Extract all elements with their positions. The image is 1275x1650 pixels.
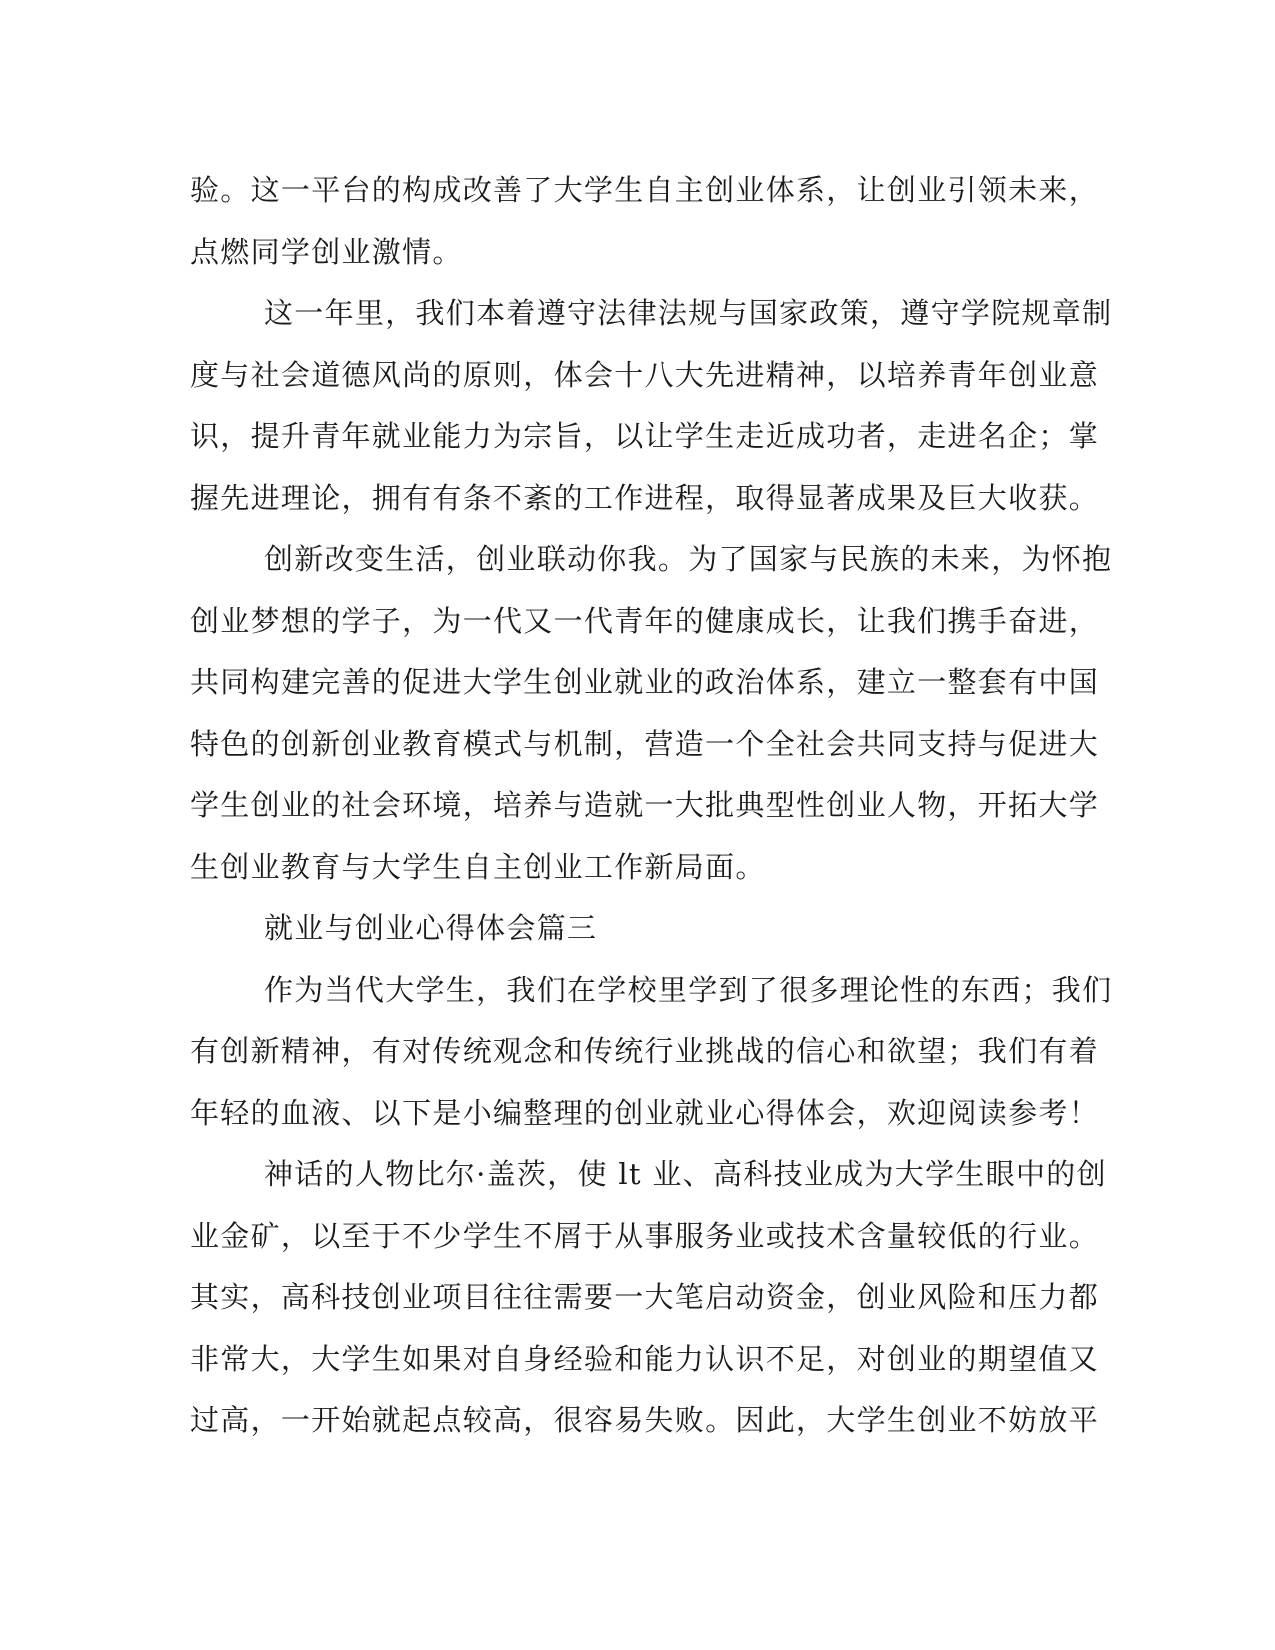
paragraph-line: 过高，一开始就起点较高，很容易失败。因此，大学生创业不妨放平 (190, 1403, 1100, 1437)
paragraph-line: 这一年里，我们本着遵守法律法规与国家政策，遵守学院规章制 (264, 296, 1113, 330)
paragraph-line: 握先进理论，拥有有条不紊的工作进程，取得显著成果及巨大收获。 (190, 480, 1100, 515)
paragraph-line: 点燃同学创业激情。 (190, 234, 463, 269)
paragraph-line: 创业梦想的学子，为一代又一代青年的健康成长，让我们携手奋进， (190, 603, 1100, 638)
paragraph-line: 非常大，大学生如果对自身经验和能力认识不足，对创业的期望值又 (190, 1341, 1100, 1376)
paragraph-line: 识，提升青年就业能力为宗旨，以让学生走近成功者，走进名企；掌 (190, 419, 1100, 453)
paragraph-line: 创新改变生活，创业联动你我。为了国家与民族的未来，为怀抱 (264, 542, 1113, 576)
paragraph-line: 特色的创新创业教育模式与机制，营造一个全社会共同支持与促进大 (190, 726, 1100, 761)
paragraph-line: 学生创业的社会环境，培养与造就一大批典型性创业人物，开拓大学 (190, 788, 1100, 822)
document-body (190, 160, 1113, 1452)
paragraph-line: 神话的人物比尔·盖茨，使 lt 业、高科技业成为大学生眼中的创 (264, 1157, 1107, 1191)
paragraph-line: 作为当代大学生，我们在学校里学到了很多理论性的东西；我们 (264, 972, 1113, 1007)
paragraph-line: 其实，高科技创业项目往往需要一大笔启动资金，创业风险和压力都 (190, 1280, 1100, 1314)
paragraph-line: 共同构建完善的促进大学生创业就业的政治体系，建立一整套有中国 (190, 665, 1100, 699)
paragraph-line: 生创业教育与大学生自主创业工作新局面。 (190, 849, 766, 884)
section-heading: 就业与创业心得体会篇三 (264, 911, 598, 945)
paragraph-line: 年轻的血液、以下是小编整理的创业就业心得体会，欢迎阅读参考！ (190, 1095, 1100, 1130)
paragraph-line: 度与社会道德风尚的原则，体会十八大先进精神，以培养青年创业意 (190, 357, 1100, 392)
paragraph-line: 业金矿，以至于不少学生不屑于从事服务业或技术含量较低的行业。 (190, 1218, 1100, 1253)
paragraph-line: 验。这一平台的构成改善了大学生自主创业体系，让创业引领未来， (190, 173, 1100, 207)
paragraph-line: 有创新精神，有对传统观念和传统行业挑战的信心和欲望；我们有着 (190, 1034, 1100, 1068)
